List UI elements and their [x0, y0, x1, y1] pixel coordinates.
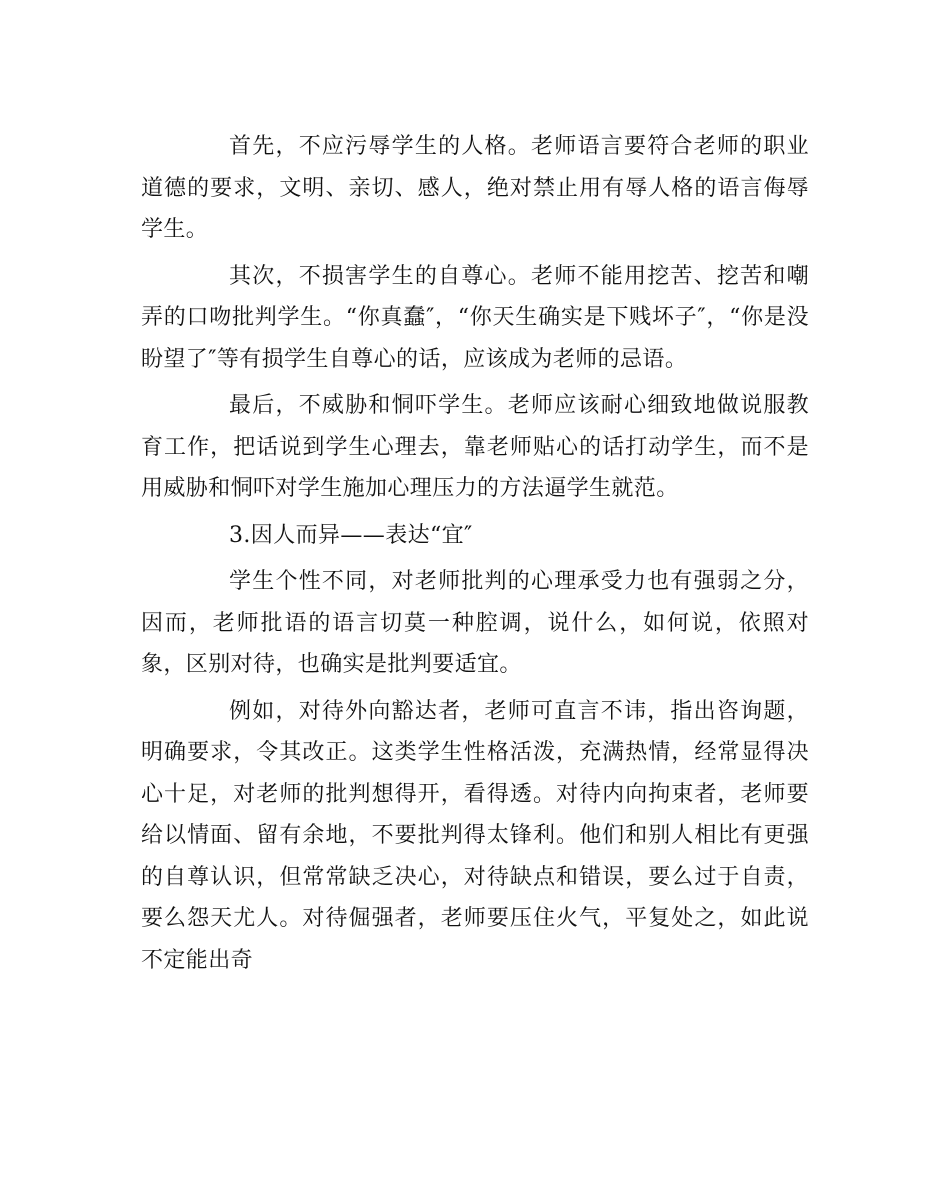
document-body [141, 126, 809, 986]
section-heading: 3.因人而异——表达“宜″ [229, 522, 473, 548]
paragraph-examples: 例如，对待外向豁达者，老师可直言不讳，指出咨询题，明确要求，令其改正。这类学生性格活泼，充满热情，经常显得决心十足，对老师的批判想得开，看得透。对待内向拘束者，老师要给以情面、留有余地，不要批判得太锋利。他们和别人相比有更强的自尊认识，但常常缺乏决心，对待缺点和错误，要么过于自责，要么怨天尤人。对待倔强者，老师要压住火气，平复处之，如此说不定能出奇 [141, 698, 809, 973]
paragraph-first-principle: 首先，不应污辱学生的人格。老师语言要符合老师的职业道德的要求，文明、亲切、感人，绝对禁止用有辱人格的语言侮辱学生。 [141, 134, 809, 242]
paragraph-third-principle: 最后，不威胁和恫吓学生。老师应该耐心细致地做说服教育工作，把话说到学生心理去，靠老师贴心的话打动学生，而不是用威胁和恫吓对学生施加心理压力的方法逼学生就范。 [141, 393, 809, 501]
paragraph-individual-differences: 学生个性不同，对老师批判的心理承受力也有强弱之分，因而，老师批语的语言切莫一种腔调，说什么，如何说，依照对象，区别对待，也确实是批判要适宜。 [141, 569, 809, 677]
paragraph-second-principle: 其次，不损害学生的自尊心。老师不能用挖苦、挖苦和嘲弄的口吻批判学生。“你真蠢″，“你天生确实是下贱坏子″，“你是没盼望了″等有损学生自尊心的话，应该成为老师的忌语。 [141, 263, 809, 372]
